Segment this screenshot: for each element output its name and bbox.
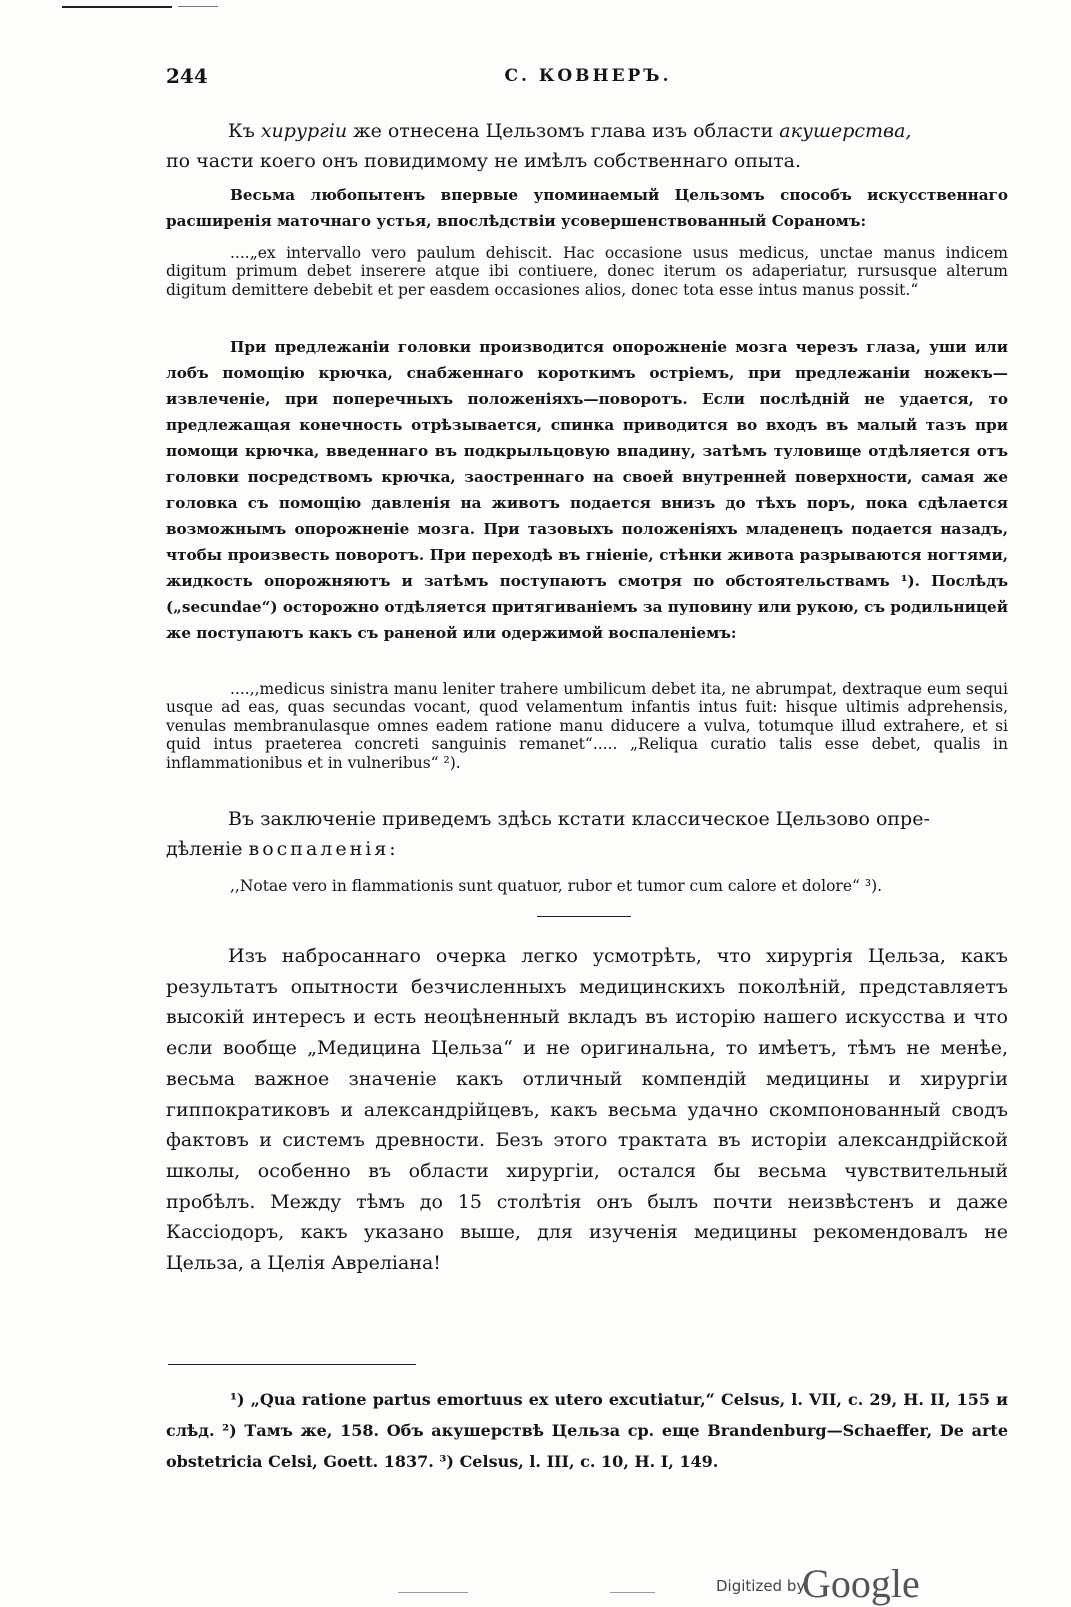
footnote-rule (168, 1364, 416, 1365)
google-logo: Google (802, 1561, 920, 1606)
top-edge-mark-2 (178, 6, 218, 7)
para1-text-a: Къ (228, 120, 261, 142)
section-divider (537, 916, 631, 917)
top-edge-mark (62, 6, 172, 8)
para4-emph-inflammation: воспаленія: (248, 838, 399, 860)
paragraph-presentation: При предлежаніи головки производится опорожненіе мозга черезъ глаза, уши или лобъ помощію крючка, снабженнаго короткимъ остріемъ, при предлежаніи ножекъ—извлеченіе, при поперечныхъ положеніяхъ—поворотъ. Если послѣдній не удается, то предлежащая конечность отрѣзывается, спинка приводится во входъ въ малый тазъ при помощи крючка, введеннаго въ подкрыльцовую впадину, затѣмъ туловище отдѣляется отъ головки посредствомъ крючка, заостреннаго на своей внутренней поверхности, самая же головка съ помощію давленія на животъ подается внизъ до тѣхъ поръ, пока сдѣлается возможнымъ опорожненіе мозга. При тазовыхъ положеніяхъ младенецъ подается назадъ, чтобы произвесть поворотъ. При переходѣ въ гніеніе, стѣнки живота разрываются ногтями, жидкость опорожняютъ и затѣмъ поступаютъ смотря по обстоятельствамъ ¹). Послѣдъ („secundae“) осторожно отдѣляется притягиваніемъ за пуповину или рукою, съ родильницей же поступаютъ какъ съ раненой или одержимой воспаленіемъ: (166, 338, 1008, 642)
para1-emph-obstetrics: акушерства, (779, 120, 912, 142)
para1-text-c: же отнесена Цельзомъ глава изъ области (347, 120, 780, 142)
para4-line2-a: дѣленіе (166, 838, 249, 860)
paragraph-dilation: Весьма любопытенъ впервые упоминаемый Цельзомъ способъ искусственнаго расширенія маточнаго устья, впослѣдствіи усовершенствованный Сораномъ: (166, 186, 1008, 230)
para4-line1: Въ заключеніе приведемъ здѣсь кстати классическое Цельзово опре- (228, 808, 930, 830)
page-number: 244 (166, 64, 208, 88)
watermark-prefix: Digitized by (716, 1577, 806, 1595)
bottom-edge-mark (398, 1592, 468, 1593)
paragraph-surgery-intro (166, 116, 1008, 176)
latin-quote-2: ....,,medicus sinistra manu leniter trahere umbilicum debet ita, ne abrumpat, dextraque eum sequi usque ad eas, quas secundas vocant, quod velamentum infantis intus fuit: hisque ultimis adprehensis, venulas membranulasque omnes eadem ratione manu diducere a vulva, totumque illud extrahere, et si quid intus praeterea concreti sanguinis remanet“..... „Reliqua curatio talis esse debet, qualis in inflammationibus et in vulneribus“ ²). (166, 680, 1008, 772)
paragraph-conclusion: Изъ набросаннаго очерка легко усмотрѣть, что хирургія Цельза, какъ результатъ опытности безчисленныхъ медицинскихъ поколѣній, представляетъ высокій интересъ и есть неоцѣненный вкладъ въ исторію нашего искусства и что если вообще „Медицина Цельза“ и не оригинальна, то имѣетъ, тѣмъ не менѣе, весьма важное значеніе какъ отличный компендій медицины и хирургіи гиппократиковъ и александрійцевъ, какъ весьма удачно скомпонованный сводъ фактовъ и системъ древности. Безъ этого трактата въ исторіи александрійской школы, особенно въ области хирургіи, остался бы весьма чувствительный пробѣлъ. Между тѣмъ до 15 столѣтія онъ былъ почти неизвѣстенъ и даже Кассіодоръ, какъ указано выше, для изученія медицины рекомендовалъ не Цельза, а Целія Авреліана! (166, 945, 1008, 1275)
para1-emph-surgery: хирургіи (260, 120, 348, 142)
bottom-edge-mark-2 (610, 1592, 655, 1593)
footnotes: ¹) „Qua ratione partus emortuus ex utero excutiatur,“ Celsus, l. VII, c. 29, H. II, 155 и слѣд. ²) Тамъ же, 158. Объ акушерствѣ Цельза ср. еще Brandenburg—Schaeffer, De arte obstetricia Celsi, Goett. 1837. ³) Celsus, l. III, c. 10, H. I, 149. (166, 1390, 1008, 1471)
para1-line2: по части коего онъ повидимому не имѣлъ собственнаго опыта. (166, 150, 801, 172)
latin-quote-1: ....„ex intervallo vero paulum dehiscit. Hac occasione usus medicus, unctae manus indicem digitum primum debet inserere atque ibi contiuere, donec iterum os adaperiatur, rursusque alterum digitum demittere debebit et per easdem occasiones alios, donec tota esse intus manus possit.“ (166, 244, 1008, 299)
running-head: С. КОВНЕРЪ. (504, 66, 672, 86)
google-watermark (716, 1560, 936, 1606)
latin-quote-3: ,,Notae vero in flammationis sunt quatuor, rubor et tumor cum calore et dolore“ ³). (230, 877, 883, 895)
paragraph-inflammation-definition (166, 804, 1008, 864)
page-header (166, 64, 1010, 90)
